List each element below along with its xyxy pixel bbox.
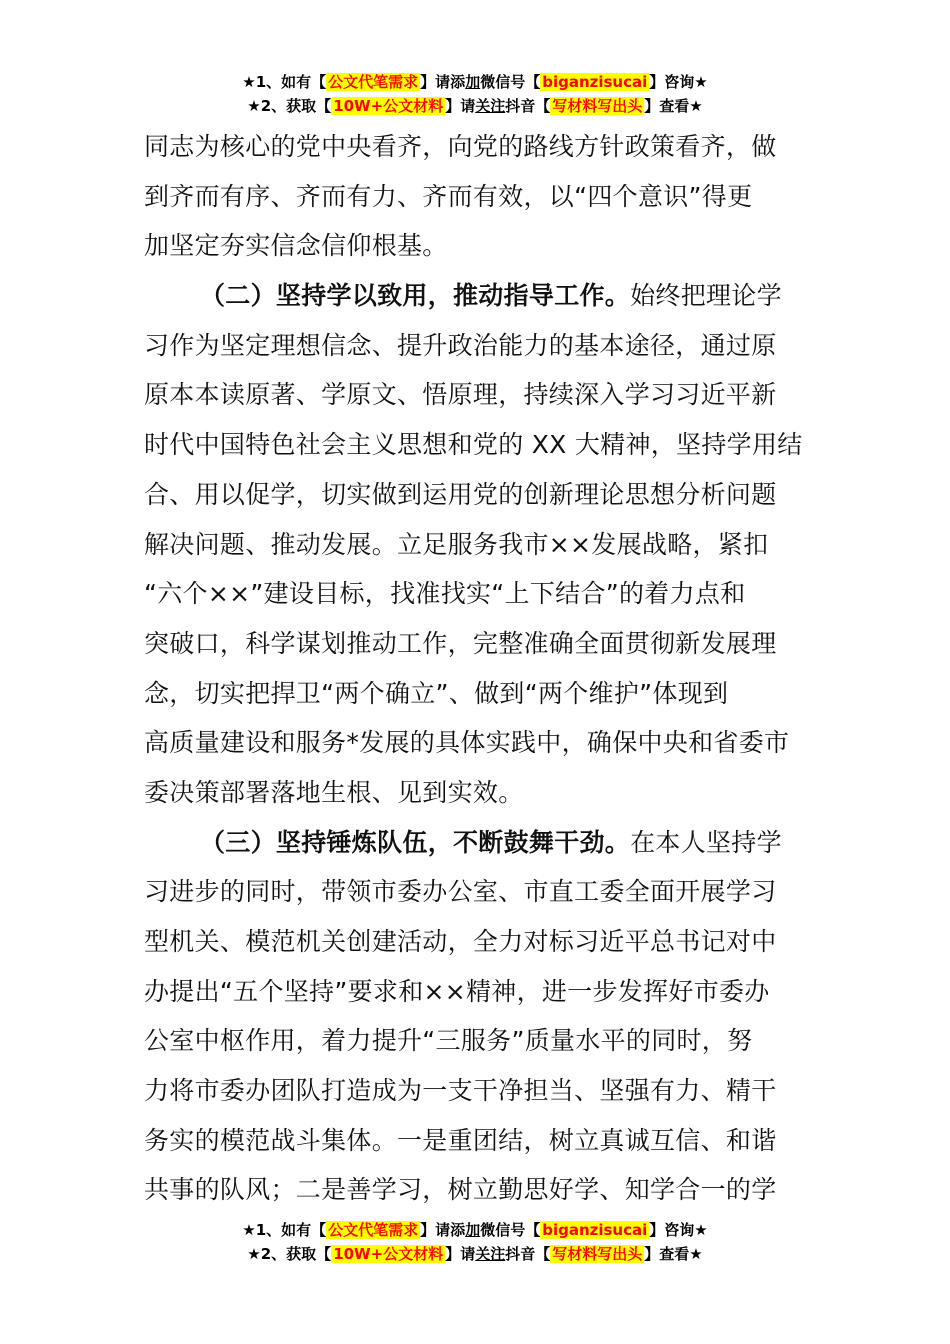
banner-highlight: biganzisucai xyxy=(542,1221,648,1239)
banner-text: 】咨询★ xyxy=(649,73,708,91)
text-line: 解决问题、推动发展。立足服务我市××发展战略，紧扣 xyxy=(144,529,769,559)
text-line: 念，切实把捍卫“两个确立”、做到“两个维护”体现到 xyxy=(144,678,729,708)
text-line xyxy=(144,818,808,868)
text-line: 委决策部署落地生根、见到实效。 xyxy=(144,777,524,807)
text-run: 在本人坚持学 xyxy=(630,827,782,857)
banner-text: 抖音【 xyxy=(505,1245,551,1263)
text-line: “六个××”建设目标，找准找实“上下结合”的着力点和 xyxy=(144,579,746,609)
banner-highlight: 10W+公文材料 xyxy=(333,1245,444,1263)
text-line: 型机关、模范机关创建活动，全力对标习近平总书记对中 xyxy=(144,927,777,956)
banner-highlight: biganzisucai xyxy=(542,73,648,91)
banner-text: ★2、获取【 xyxy=(247,1245,332,1263)
text-line: 时代中国特色社会主义思想和党的 XX 大精神，坚持学用结 xyxy=(144,430,803,460)
header-line-2 xyxy=(0,94,950,118)
banner-highlight: 写材料写出头 xyxy=(552,1245,643,1263)
banner-text: 抖音【 xyxy=(505,97,551,115)
text-line: 合、用以促学，切实做到运用党的创新理论思想分析问题 xyxy=(144,479,777,509)
text-line: 习作为坚定理想信念、提升政治能力的基本途径，通过原 xyxy=(144,330,777,360)
banner-text: 微信号【 xyxy=(480,73,541,91)
banner-underlined: 加 xyxy=(465,1221,481,1239)
banner-highlight: 公文代笔需求 xyxy=(328,73,419,91)
document-body xyxy=(144,122,808,1215)
header-banner xyxy=(0,70,950,118)
banner-text: ★1、如有【 xyxy=(242,1221,327,1239)
text-line: 办提出“五个坚持”要求和××精神，进一步发挥好市委办 xyxy=(144,976,770,1006)
footer-banner xyxy=(0,1218,950,1266)
text-line xyxy=(144,271,808,321)
banner-underlined: 关注 xyxy=(475,1245,506,1263)
banner-underlined: 加 xyxy=(465,73,481,91)
banner-text: 】查看★ xyxy=(644,97,703,115)
text-line: 公室中枢作用，着力提升“三服务”质量水平的同时，努 xyxy=(144,1026,753,1056)
text-line: 原本本读原著、学原文、悟原理，持续深入学习习近平新 xyxy=(144,380,777,410)
paragraph-heading: （三）坚持锤炼队伍，不断鼓舞干劲。 xyxy=(200,827,631,857)
text-line: 习进步的同时，带领市委办公室、市直工委全面开展学习 xyxy=(144,877,777,907)
banner-text: 】请添 xyxy=(420,1221,466,1239)
banner-highlight: 公文代笔需求 xyxy=(328,1221,419,1239)
text-line: 到齐而有序、齐而有力、齐而有效，以“四个意识”得更 xyxy=(144,181,753,211)
footer-line-2 xyxy=(0,1242,950,1266)
header-line-1 xyxy=(0,70,950,94)
banner-underlined: 关注 xyxy=(475,97,506,115)
banner-text: 】请 xyxy=(445,97,476,115)
text-line: 加坚定夯实信念信仰根基。 xyxy=(144,231,448,261)
banner-highlight: 写材料写出头 xyxy=(552,97,643,115)
text-line: 共事的队风；二是善学习，树立勤思好学、知学合一的学 xyxy=(144,1175,777,1205)
text-line: 同志为核心的党中央看齐，向党的路线方针政策看齐，做 xyxy=(144,132,777,161)
banner-text: 】请 xyxy=(445,1245,476,1263)
banner-text: ★2、获取【 xyxy=(247,97,332,115)
paragraph-2 xyxy=(144,271,808,818)
text-line: 突破口，科学谋划推动工作，完整准确全面贯彻新发展理 xyxy=(144,628,777,658)
text-run: 始终把理论学 xyxy=(630,281,782,311)
banner-text: ★1、如有【 xyxy=(242,73,327,91)
banner-text: 】咨询★ xyxy=(649,1221,708,1239)
text-line: 高质量建设和服务*发展的具体实践中，确保中央和省委市 xyxy=(144,728,790,758)
banner-text: 微信号【 xyxy=(480,1221,541,1239)
banner-text: 】请添 xyxy=(420,73,466,91)
banner-highlight: 10W+公文材料 xyxy=(333,97,444,115)
text-line: 力将市委办团队打造成为一支干净担当、坚强有力、精干 xyxy=(144,1076,777,1106)
paragraph-1 xyxy=(144,122,808,271)
paragraph-heading: （二）坚持学以致用，推动指导工作。 xyxy=(200,281,631,311)
text-line: 务实的模范战斗集体。一是重团结，树立真诚互信、和谐 xyxy=(144,1125,777,1155)
paragraph-3 xyxy=(144,818,808,1216)
banner-text: 】查看★ xyxy=(644,1245,703,1263)
footer-line-1 xyxy=(0,1218,950,1242)
